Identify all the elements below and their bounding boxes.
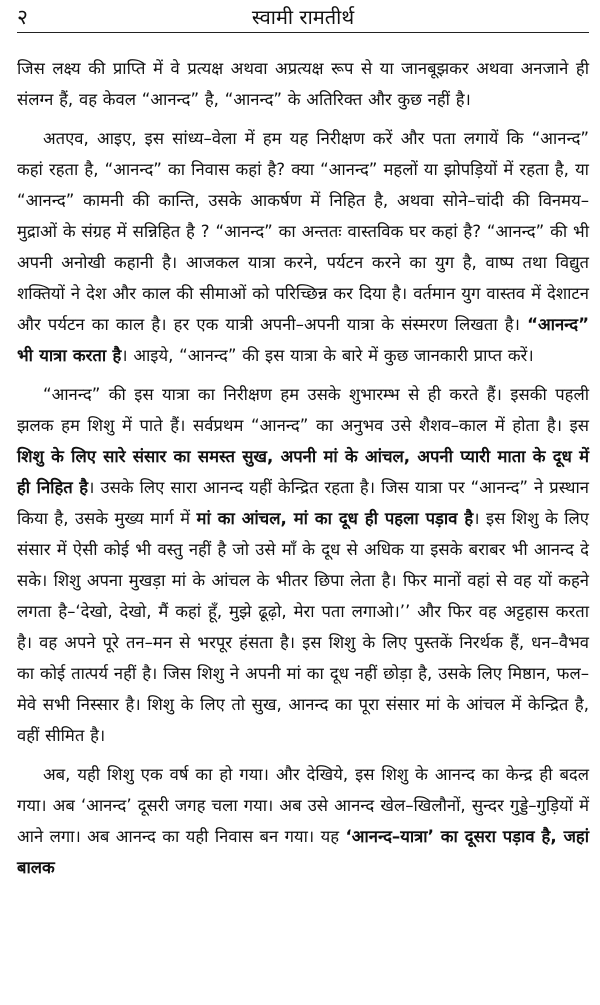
body-text — [17, 53, 589, 883]
paragraph-4 — [17, 759, 589, 883]
page-header — [17, 4, 589, 33]
paragraph-3 — [17, 379, 589, 751]
text-run: । आइये, “आनन्द” की इस यात्रा के बारे में कुछ जानकारी प्राप्त करें। — [121, 346, 534, 365]
bold-text-run: “आनन्द” भी यात्रा करता है — [17, 315, 589, 365]
paragraph-2 — [17, 123, 589, 371]
bold-text-run: मां का आंचल, मां का दूध ही पहला पड़ाव है — [196, 509, 474, 528]
text-run: । उसके लिए सारा आनन्द यहीं केन्द्रित रहता है। जिस यात्रा पर “आनन्द” ने प्रस्थान किया है, उसके मुख्य मार्ग में — [17, 478, 589, 528]
paragraph-1 — [17, 53, 589, 115]
running-title: स्वामी रामतीर्थ — [251, 5, 355, 29]
text-run: अतएव, आइए, इस सांध्य–वेला में हम यह निरीक्षण करें और पता लगायें कि “आनन्द” कहां रहता है, “आनन्द” का निवास कहां है? क्या “आनन्द” महलों या झोपड़ियों में रहता है, या “आनन्द” कामनी की कान्ति, उसके आकर्षण में निहित है, अथवा सोने–चांदी की विनमय–मुद्राओं के संग्रह में सन्निहित है ? “आनन्द” का अन्ततः वास्तविक घर कहां है? “आनन्द” की भी अपनी अनोखी कहानी है। आजकल यात्रा करने, पर्यटन करने का युग है, वाष्प तथा विद्युत शक्तियों ने देश और काल की सीमाओं को परिच्छिन्न कर दिया है। वर्तमान युग वास्तव में देशाटन और पर्यटन का काल है। हर एक यात्री अपनी–अपनी यात्रा के संस्मरण लिखता है। — [17, 129, 589, 334]
bold-text-run: ‘आनन्द–यात्रा’ का दूसरा पड़ाव है, जहां बालक — [17, 827, 589, 877]
text-run: जिस लक्ष्य की प्राप्ति में वे प्रत्यक्ष अथवा अप्रत्यक्ष रूप से या जानबूझकर अथवा अनजाने ही संलग्न हैं, वह केवल “आनन्द” है, “आनन्द” के अतिरिक्त और कुछ नहीं है। — [17, 59, 589, 109]
text-run: अब, यही शिशु एक वर्ष का हो गया। और देखिये, इस शिशु के आनन्द का केन्द्र ही बदल गया। अब ‘आनन्द’ दूसरी जगह चला गया। अब उसे आनन्द खेल–खिलौनों, सुन्दर गुड्डे–गुड़ियों में आने लगा। अब आनन्द का यही निवास बन गया। यह — [17, 765, 589, 846]
bold-text-run: शिशु के लिए सारे संसार का समस्त सुख, अपनी मां के आंचल, अपनी प्यारी माता के दूध में ही निहित है — [17, 447, 589, 497]
page-number: २ — [17, 5, 28, 29]
text-run: । इस शिशु के लिए संसार में ऐसी कोई भी वस्तु नहीं है जो उसे माँ के दूध से अधिक या इसके बराबर भी आनन्द दे सके। शिशु अपना मुखड़ा मां के आंचल के भीतर छिपा लेता है। फिर मानों वहां से वह यों कहने लगता है–‘देखो, देखो, मैं कहां हूँ, मुझे ढूढ़ो, मेरा पता लगाओ।’’ और फिर वह अट्टहास करता है। वह अपने पूरे तन–मन से भरपूर हंसता है। इस शिशु के लिए पुस्तकें निरर्थक हैं, धन–वैभव का कोई तात्पर्य नहीं है। जिस शिशु ने अपनी मां का दूध नहीं छोड़ा है, उसके लिए मिष्ठान, फल–मेवे सभी निस्सार है। शिशु के लिए तो सुख, आनन्द का पूरा संसार मां के आंचल में केन्द्रित है, वहीं सीमित है। — [17, 509, 589, 745]
text-run: “आनन्द” की इस यात्रा का निरीक्षण हम उसके शुभारम्भ से ही करते हैं। इसकी पहली झलक हम शिशु में पाते हैं। सर्वप्रथम “आनन्द” का अनुभव उसे शैशव–काल में होता है। इस — [17, 385, 589, 435]
